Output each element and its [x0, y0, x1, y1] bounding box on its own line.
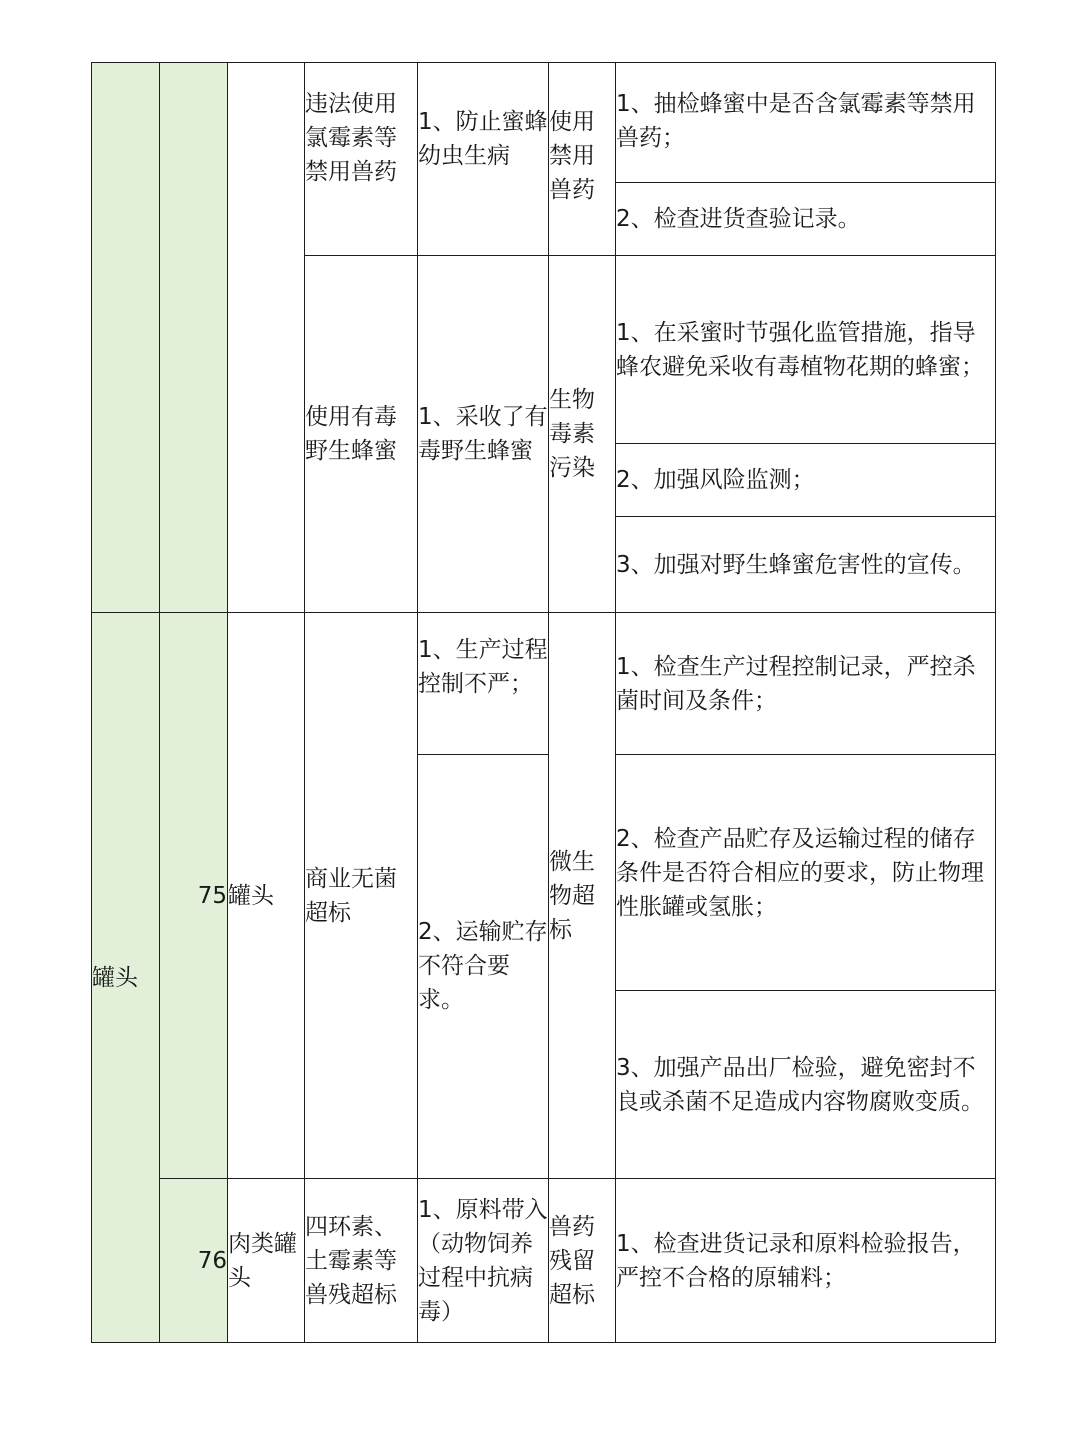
measure-cell: 1、检查进货记录和原料检验报告，严控不合格的原辅料； [616, 1179, 996, 1343]
measure-cell: 3、加强产品出厂检验，避免密封不良或杀菌不足造成内容物腐败变质。 [616, 991, 996, 1179]
cause-cell: 1、防止蜜蜂幼虫生病 [418, 63, 549, 256]
risk-type-cell: 微生物超标 [549, 613, 616, 1179]
cause-cell: 2、运输贮存不符合要求。 [418, 755, 549, 1179]
measure-cell: 3、加强对野生蜂蜜危害性的宣传。 [616, 517, 996, 613]
measure-cell: 2、检查进货查验记录。 [616, 183, 996, 256]
table-row [92, 1179, 996, 1343]
hazard-cell: 违法使用氯霉素等禁用兽药 [305, 63, 418, 256]
cause-cell: 1、采收了有毒野生蜂蜜 [418, 256, 549, 613]
number-cell-honey [160, 63, 228, 613]
hazard-cell: 商业无菌超标 [305, 613, 418, 1179]
category-cell-honey [92, 63, 160, 613]
risk-type-cell: 使用禁用兽药 [549, 63, 616, 256]
risk-type-cell: 生物毒素污染 [549, 256, 616, 613]
category-cell: 罐头 [92, 613, 160, 1343]
measure-cell: 2、加强风险监测； [616, 444, 996, 517]
risk-control-table [91, 62, 996, 1343]
measure-cell: 1、抽检蜂蜜中是否含氯霉素等禁用兽药； [616, 63, 996, 183]
hazard-cell: 使用有毒野生蜂蜜 [305, 256, 418, 613]
cause-cell: 1、生产过程控制不严； [418, 613, 549, 755]
measure-cell: 1、在采蜜时节强化监管措施，指导蜂农避免采收有毒植物花期的蜂蜜； [616, 256, 996, 444]
table-row [92, 63, 996, 183]
product-cell: 肉类罐头 [228, 1179, 305, 1343]
table-row [92, 613, 996, 755]
item-number: 75 [160, 613, 228, 1179]
hazard-cell: 四环素、土霉素等兽残超标 [305, 1179, 418, 1343]
risk-type-cell: 兽药残留超标 [549, 1179, 616, 1343]
item-number: 76 [160, 1179, 228, 1343]
measure-cell: 2、检查产品贮存及运输过程的储存条件是否符合相应的要求，防止物理性胀罐或氢胀； [616, 755, 996, 991]
product-cell-honey [228, 63, 305, 613]
product-cell: 罐头 [228, 613, 305, 1179]
measure-cell: 1、检查生产过程控制记录，严控杀菌时间及条件； [616, 613, 996, 755]
cause-cell: 1、原料带入（动物饲养过程中抗病毒） [418, 1179, 549, 1343]
